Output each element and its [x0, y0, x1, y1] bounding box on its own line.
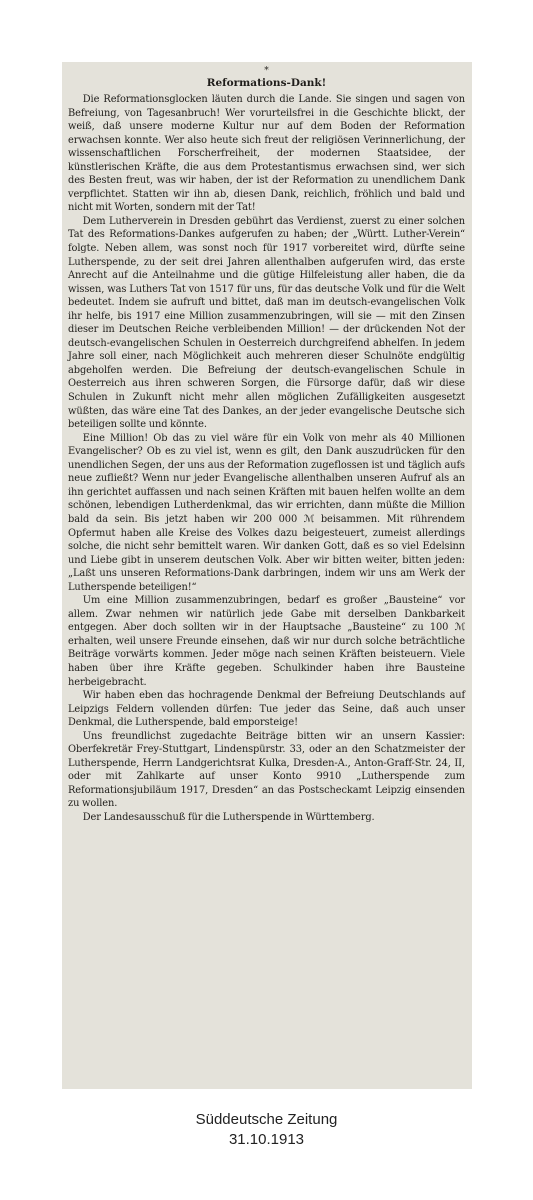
newspaper-clipping [62, 62, 472, 1089]
article-headline: Reformations-Dank! [206, 77, 327, 89]
newspaper-name: Süddeutsche Zeitung [195, 1111, 338, 1128]
article-paragraph: Wir haben eben das hochragende Denkmal der Befreiung Deutschlands auf Leipzigs Feldern vollenden dürfen: Tue jeder das Seine, daß auch unser Denkmal, die Lutherspende, bald emporsteige! [68, 690, 465, 729]
article-paragraph: Um eine Million zusammenzubringen, bedarf es großer „Bausteine“ vor allem. Zwar nehmen wir natürlich jede Gabe mit derselben Dankbarkeit entgegen. Aber doch sollten wir in der Hauptsache „Bausteine“ zu 100 ℳ erhalten, weil unsere Freunde einsehen, daß wir nur durch solche beträchtliche Beiträge vorwärts kommen. Jeder möge nach seinen Kräften beisteuern. Viele haben über ihre Kräfte gegeben. Schulkinder haben ihre Bausteine herbeigebracht. [68, 595, 465, 688]
article-signature: Der Landesausschuß für die Lutherspende in Württemberg. [82, 811, 375, 823]
article-paragraph: Die Reformationsglocken läuten durch die Lande. Sie singen und sagen von Befreiung, von Tagesanbruch! Wer vorurteilsfrei in die Geschichte blickt, der weiß, daß unsere moderne Kultur nur auf dem Boden der Reformation erwachsen konnte. Wer also heute sich freut der religiösen Verinnerlichung, der wissenschaftlichen Forscherfreiheit, der modernen Staatsidee, der künstlerischen Kräfte, die aus dem Protestantismus erwachsen sind, wer sich des Besten freut, was wir haben, der ist der Reformation zu unendlichem Dank verpflichtet. Statten wir ihn ab, diesen Dank, reichlich, fröhlich und bald und nicht mit Worten, sondern mit der Tat! [68, 94, 465, 214]
section-marker: * [264, 66, 269, 76]
publication-date: 31.10.1913 [228, 1131, 305, 1148]
article-paragraph: Eine Million! Ob das zu viel wäre für ein Volk von mehr als 40 Millionen Evangelischer? Ob es zu viel ist, wenn es gilt, den Dank auszudrücken für den unendlichen Segen, der uns aus der Reformation zugeflossen ist und täglich aufs neue zufließt? Wenn nur jeder Evangelische allenthalben unseren Aufruf als an ihn gerichtet auffassen und nach seinen Kräften mit bauen helfen wollte an dem schönen, lebendigen Lutherdenkmal, das wir errichten, dann müßte die Million bald da sein. Bis jetzt haben wir 200 000 ℳ beisammen. Mit rührendem Opfermut haben alle Kreise des Volkes dazu beigesteuert, zumeist allerdings solche, die nicht sehr bemittelt waren. Wir danken Gott, daß es so viel Edelsinn und Liebe gibt in unserem deutschen Volk. Aber wir bitten weiter, bitten jeden: „Laßt uns unseren Reformations-Dank darbringen, indem wir uns am Werk der Lutherspende beteiligen!“ [68, 432, 465, 593]
article-paragraph: Dem Lutherverein in Dresden gebührt das Verdienst, zuerst zu einer solchen Tat des Reformations-Dankes aufgerufen zu haben; der „Württ. Luther-Verein“ folgte. Neben allem, was sonst noch für 1917 vorbereitet wird, dürfte seine Lutherspende, zu der seit drei Jahren allenthalben aufgerufen wird, das erste Anrecht auf die Anteilnahme und die gütige Hilfeleistung aller haben, die da wissen, was Luthers Tat von 1517 für uns, für das deutsche Volk und für die Welt bedeutet. Indem sie aufruft und bittet, daß man im deutsch-evangelischen Volk ihr helfe, bis 1917 eine Million zusammenzubringen, will sie — mit den Zinsen dieser im Deutschen Reiche verbleibenden Million! — der drückenden Not der deutsch-evangelischen Schulen in Oesterreich durchgreifend abhelfen. In jedem Jahre soll einer, nach Möglichkeit auch mehreren dieser Schulnöte endgültig abgeholfen werden. Die Befreiung der deutsch-evangelischen Schule in Oesterreich aus ihren schweren Sorgen, die Fürsorge dafür, daß wir diese Schulen in Zukunft nicht mehr allen möglichen Zufälligkeiten ausgesetzt wüßten, das wäre eine Tat des Dankes, an der jeder evangelische Deutsche sich beteiligen sollte und könnte. [68, 215, 465, 431]
article-paragraph: Uns freundlichst zugedachte Beiträge bitten wir an unsern Kassier: Oberfekretär Frey-Stuttgart, Lindenspürstr. 33, oder an den Schatzmeister der Lutherspende, Herrn Landgerichtsrat Kulka, Dresden-A., Anton-Graff-Str. 24, II, oder mit Zahlkarte auf unser Konto 9910 „Lutherspende zum Reformationsjubiläum 1917, Dresden“ an das Postscheckamt Leipzig einsenden zu wollen. [68, 730, 465, 810]
